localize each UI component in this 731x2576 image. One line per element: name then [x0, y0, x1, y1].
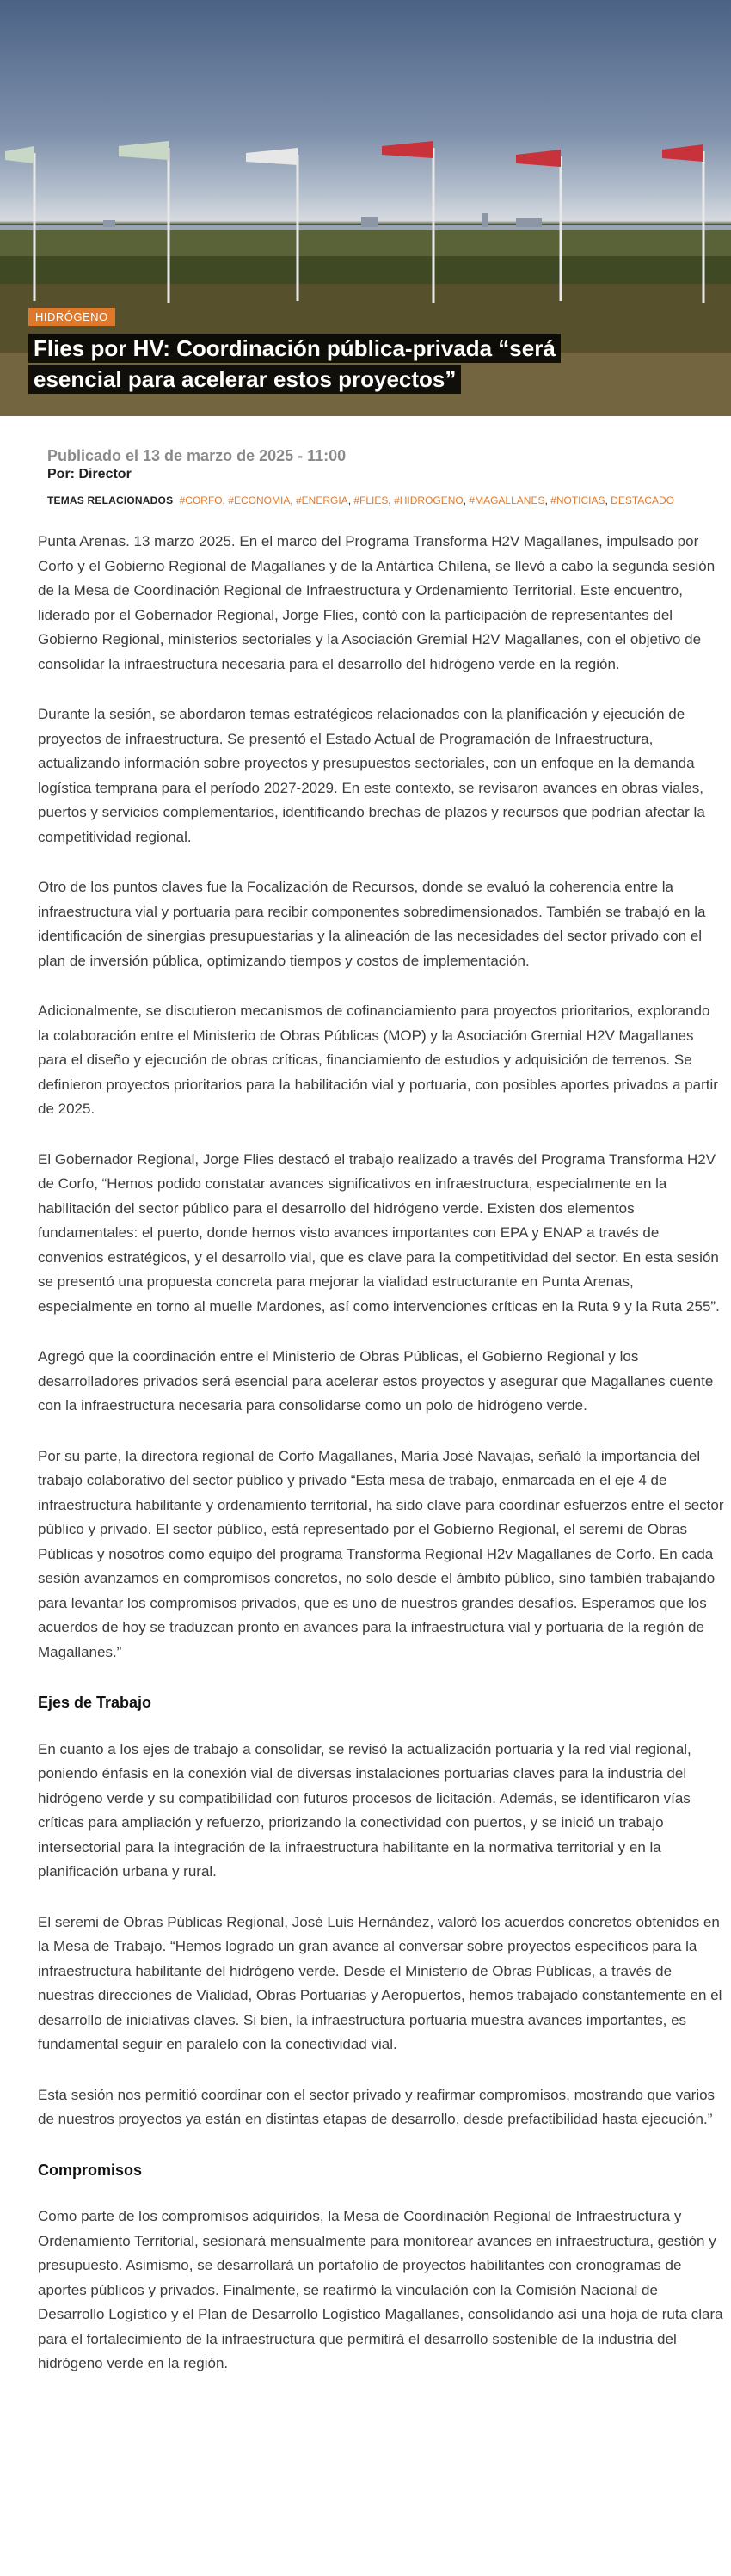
tag-link[interactable]: #MAGALLANES: [469, 494, 545, 506]
tag-link[interactable]: #FLIES: [353, 494, 389, 506]
article-body: [38, 530, 724, 2402]
author-name[interactable]: Director: [78, 467, 132, 481]
tags-label: TEMAS RELACIONADOS: [47, 494, 174, 506]
tag-link[interactable]: DESTACADO: [611, 494, 674, 506]
section-heading: Ejes de Trabajo: [38, 1694, 152, 1711]
paragraph: Agregó que la coordinación entre el Ministerio de Obras Públicas, el Gobierno Regional y los desarrolladores privados será esencial para acelerar estos proyectos y asegurar que Magallanes cuente con la infraestructura necesaria para consolidarse como un polo de hidrógeno verde.: [38, 1348, 714, 1414]
tag-link[interactable]: #HIDROGENO: [394, 494, 464, 506]
paragraph: Otro de los puntos claves fue la Focalización de Recursos, donde se evaluó la coherencia entre la infraestructura vial y portuaria para recibir componentes sobredimensionados. También se trabajó en la identificación de sinergias presupuestarias y la alineación de las necesidades del sector privado con el plan de inversión pública, optimizando tiempos y costos de implementación.: [38, 879, 706, 969]
paragraph: Punta Arenas. 13 marzo 2025. En el marco del Programa Transforma H2V Magallanes, impulsado por Corfo y el Gobierno Regional de Magallanes y de la Antártica Chilena, se llevó a cabo la segunda sesión de la Mesa de Coordinación Regional de Infraestructura y Ordenamiento Territorial. Este encuentro, liderado por el Gobernador Regional, Jorge Flies, contó con la participación de representantes del Gobierno Regional, ministerios sectoriales y la Asociación Gremial H2V Magallanes, con el objetivo de consolidar la infraestructura necesaria para el desarrollo del hidrógeno verde en la región.: [38, 533, 716, 672]
paragraph: El Gobernador Regional, Jorge Flies destacó el trabajo realizado a través del Programa Transforma H2V de Corfo, “Hemos podido constatar avances significativos en infraestructura, especialmente en la habilitación del sector público para el desarrollo del hidrógeno verde. Existen dos elementos fundamentales: el puerto, donde hemos visto avances importantes con EPA y ENAP a través de convenios estratégicos, y el desarrollo vial, que es clave para la competitividad del sector. En esta sesión se presentó una propuesta concreta para mejorar la vialidad estructurante en Punta Arenas, especialmente en torno al muelle Mardones, así como intervenciones críticas en la Ruta 9 y la Ruta 255”.: [38, 1150, 720, 1315]
paragraph: Por su parte, la directora regional de Corfo Magallanes, María José Navajas, señaló la importancia del trabajo colaborativo del sector público y privado “Esta mesa de trabajo, enmarcada en el eje 4 de infraestructura habilitante y ordenamiento territorial, ha sido clave para coordinar esfuerzos entre el sector público y privado. El sector público, está representado por el Gobierno Regional, el seremi de Obras Públicas y nosotros como equipo del programa Transforma Regional H2v Magallanes de Corfo. En cada sesión avanzamos en compromisos concretos, no solo desde el ámbito público, sino también trabajando para levantar los compromisos privados, que es uno de nuestros grandes desafíos. Esperamos que los acuerdos de hoy se traduzcan pronto en avances para la infraestructura vial y portuaria de la región de Magallanes.”: [38, 1447, 724, 1660]
publish-date: Publicado el 13 de marzo de 2025 - 11:00: [47, 447, 347, 464]
paragraph: Durante la sesión, se abordaron temas estratégicos relacionados con la planificación y ejecución de proyectos de infraestructura. Se presentó el Estado Actual de Programación de Infraestructura, actualizando información sobre proyectos y presupuestos sectoriales, con un enfoque en la demanda logística temprana para el período 2027-2029. En este contexto, se revisaron avances en obras viales, puertos y servicios complementarios, identificando brechas de plazos y recursos que podrían afectar la competitividad regional.: [38, 706, 705, 845]
tag-link[interactable]: #NOTICIAS: [550, 494, 605, 506]
article-title: Flies por HV: Coordinación pública-privada “será esencial para acelerar estos proyectos”: [28, 333, 579, 395]
paragraph: Adicionalmente, se discutieron mecanismos de cofinanciamiento para proyectos prioritarios, explorando la colaboración entre el Ministerio de Obras Públicas (MOP) y la Asociación Gremial H2V Magallanes para el diseño y ejecución de obras críticas, financiamiento de estudios y adquisición de terrenos. Se definieron proyectos prioritarios para la habilitación vial y portuaria, con posibles aportes privados a partir de 2025.: [38, 1003, 718, 1117]
category-badge[interactable]: HIDRÓGENO: [28, 308, 115, 326]
tag-link[interactable]: #CORFO: [179, 494, 223, 506]
tag-link[interactable]: #ECONOMIA: [228, 494, 291, 506]
related-tags: TEMAS RELACIONADOS #CORFO, #ECONOMIA, #ENERGIA, #FLIES, #HIDROGENO, #MAGALLANES, #NOTICIAS, DESTACADO: [47, 494, 674, 506]
section-heading: Compromisos: [38, 2161, 143, 2179]
author-label: Por:: [47, 467, 75, 481]
paragraph: El seremi de Obras Públicas Regional, José Luis Hernández, valoró los acuerdos concretos obtenidos en la Mesa de Trabajo. “Hemos logrado un gran avance al conversar sobre proyectos específicos para la infraestructura habilitante del hidrógeno verde. Desde el Ministerio de Obras Públicas, a través de nuestras direcciones de Vialidad, Obras Portuarias y Aeropuertos, hemos trabajado constantemente en el desarrollo de iniciativas claves. Si bien, la infraestructura portuaria muestra avances importantes, es fundamental seguir en paralelo con la conectividad vial.: [38, 1913, 722, 2052]
windsock-icon: [5, 141, 703, 167]
tag-link[interactable]: #ENERGIA: [296, 494, 348, 506]
paragraph: Esta sesión nos permitió coordinar con el sector privado y reafirmar compromisos, mostrando que varios de nuestros proyectos ya están en distintas etapas de desarrollo, desde prefactibilidad hasta ejecución.”: [38, 2086, 716, 2127]
paragraph: Como parte de los compromisos adquiridos, la Mesa de Coordinación Regional de Infraestructura y Ordenamiento Territorial, sesionará mensualmente para monitorear avances en infraestructura, gestión y presupuesto. Asimismo, se desarrollará un portafolio de proyectos habilitantes con cronogramas de aportes públicos y privados. Finalmente, se reafirmó la vinculación con la Comisión Nacional de Desarrollo Logístico y el Plan de Desarrollo Logístico Magallanes, consolidando así una hoja de ruta clara para el fortalecimiento de la infraestructura que permitirá el desarrollo sostenible de la industria del hidrógeno verde en la región.: [38, 2208, 723, 2371]
article-meta: [47, 447, 718, 506]
paragraph: En cuanto a los ejes de trabajo a consolidar, se revisó la actualización portuaria y la red vial regional, poniendo énfasis en la conexión vial de diversas instalaciones portuarias claves para la industria del hidrógeno verde y su compatibilidad con futuros procesos de licitación. Además, se identificaron vías críticas para ampliación y refuerzo, priorizando la conectividad con puertos, y se inició un trabajo intersectorial para la integración de la infraestructura habilitante en la normativa territorial y en la planificación urbana y rural.: [38, 1740, 691, 1880]
author-line: [47, 467, 718, 482]
hero-image: [0, 0, 731, 416]
